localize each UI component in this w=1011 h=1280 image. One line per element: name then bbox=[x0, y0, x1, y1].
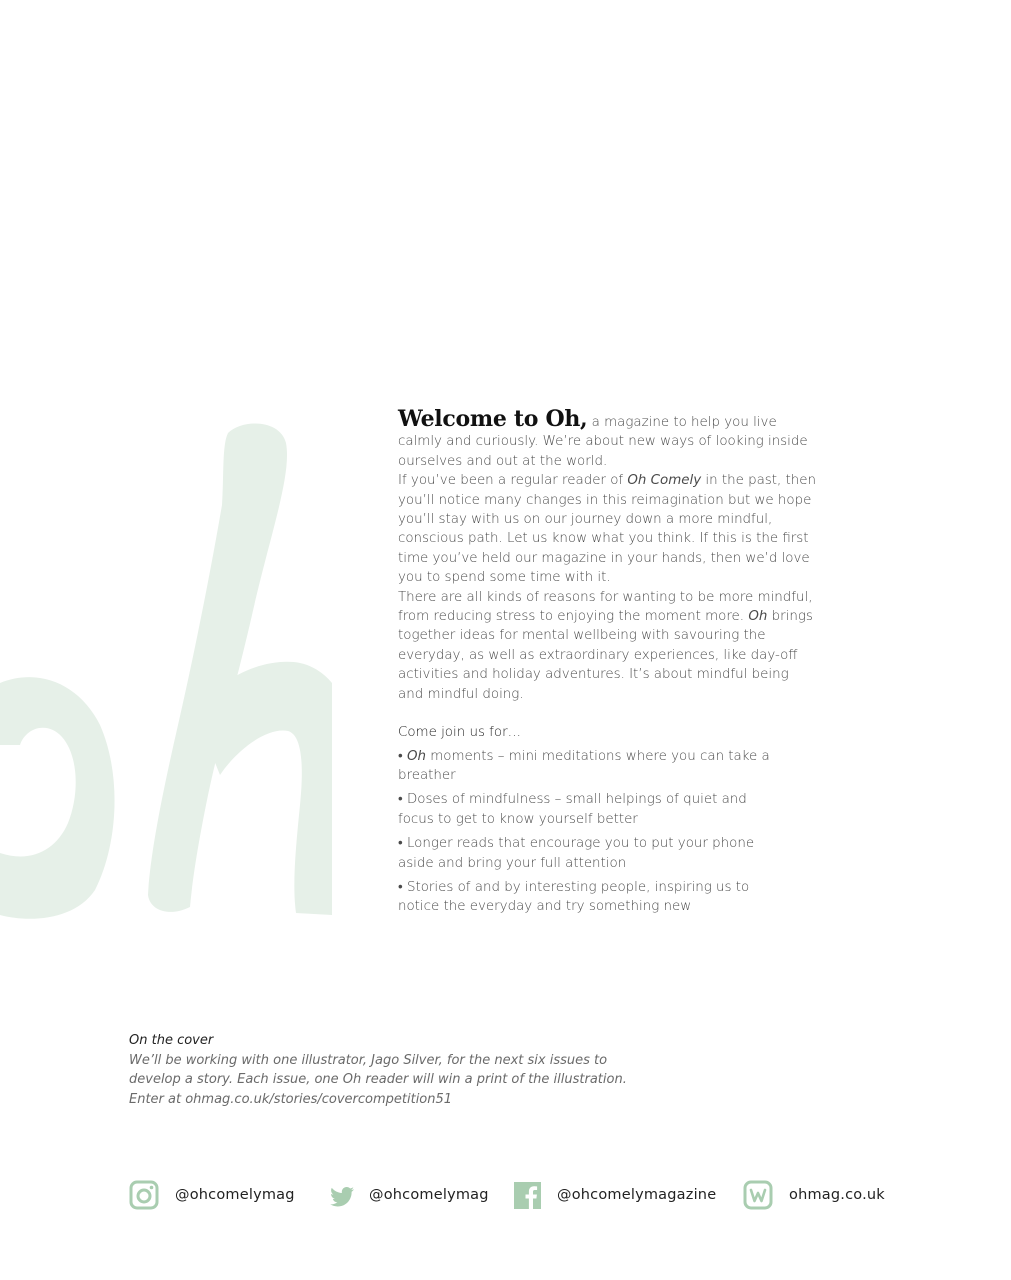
social-instagram[interactable] bbox=[129, 1180, 295, 1210]
intro-paragraph-1 bbox=[398, 406, 818, 471]
intro-paragraph-2: If you’ve been a regular reader of Oh Comely in the past, then you’ll notice many changes in this reimagination but we hope you’ll stay with us on our journey down a more mindful, conscious path. Let us know what you think. If this is the first time you’ve held our magazine in your hands, then we’d love you to spend some time with it. bbox=[398, 473, 817, 586]
instagram-icon bbox=[129, 1180, 159, 1210]
website-icon bbox=[743, 1180, 773, 1210]
cover-note bbox=[129, 1031, 629, 1109]
headline: Welcome to Oh, bbox=[398, 406, 588, 432]
intro-text bbox=[398, 406, 818, 922]
facebook-handle[interactable]: @ohcomelymagazine bbox=[557, 1187, 717, 1203]
join-heading: Come join us for… bbox=[398, 725, 521, 741]
intro-lead: a magazine to help you live calmly and curiously. We’re about new ways of looking inside ourselves and out at the world. bbox=[398, 415, 808, 469]
instagram-handle[interactable]: @ohcomelymag bbox=[175, 1187, 295, 1203]
twitter-handle[interactable]: @ohcomelymag bbox=[369, 1187, 489, 1203]
website-link[interactable]: ohmag.co.uk bbox=[789, 1187, 885, 1203]
cover-title: On the cover bbox=[129, 1033, 214, 1048]
cover-line: develop a story. Each issue, one Oh reader will win a print of the illustration. bbox=[129, 1072, 627, 1087]
magazine-name: Oh Comely bbox=[627, 473, 702, 489]
list-item: • Stories of and by interesting people, inspiring us to notice the everyday and try something new bbox=[398, 879, 750, 915]
list-item: • Longer reads that encourage you to put your phone aside and bring your full attention bbox=[398, 836, 755, 871]
list-item: • Oh moments – mini meditations where you can take a breather bbox=[398, 748, 770, 783]
social-bar bbox=[0, 1180, 1011, 1216]
magazine-name-short: Oh bbox=[748, 609, 768, 625]
social-website[interactable] bbox=[743, 1180, 885, 1210]
intro-paragraph-3: There are all kinds of reasons for wanting to be more mindful, from reducing stress to enjoying the moment more. Oh brings together ideas for mental wellbeing with savouring the everyday, as well as extraordinary experiences, like day-off activities and holiday adventures. It’s about mindful being and mindful doing. bbox=[398, 589, 813, 702]
join-list bbox=[398, 747, 818, 917]
list-item: • Doses of mindfulness – small helpings of quiet and focus to get to know yourself better bbox=[398, 792, 747, 827]
facebook-icon bbox=[513, 1180, 543, 1210]
oh-brush-lettering bbox=[0, 415, 340, 925]
social-facebook[interactable] bbox=[513, 1180, 716, 1210]
twitter-icon bbox=[327, 1180, 357, 1210]
cover-line: We’ll be working with one illustrator, Jago Silver, for the next six issues to bbox=[129, 1052, 608, 1068]
cover-line: Enter at ohmag.co.uk/stories/covercompetition51 bbox=[129, 1091, 453, 1107]
social-twitter[interactable] bbox=[327, 1180, 489, 1210]
